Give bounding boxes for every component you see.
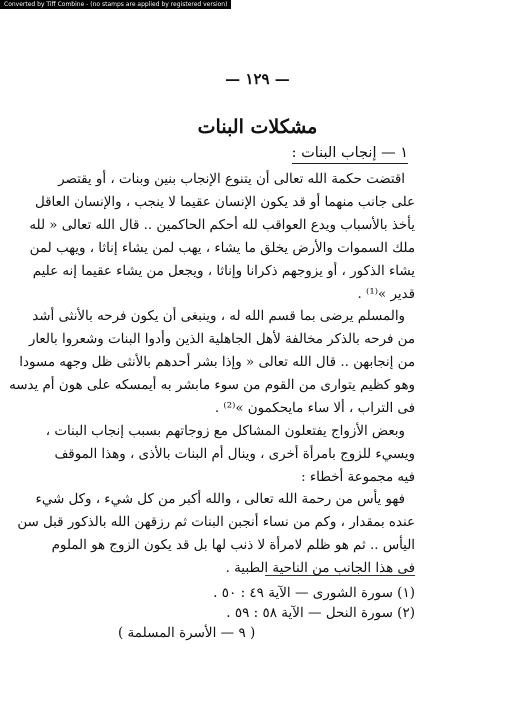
text-line: من إنجابهن .. قال الله تعالى « وإذا بشر أحدهم بالأنثى ظل وجهه مسودا bbox=[19, 355, 415, 370]
text-line: والمسلم يرضى بما قسم الله له ، وينبغى أن يكون فرحه بالأنثى أشد bbox=[32, 309, 405, 324]
paragraph-2 bbox=[9, 305, 415, 420]
footnote-divider bbox=[265, 575, 415, 576]
text-line: يشاء الذكور ، أو يزوجهم ذكرانا وإناثا ، ويجعل من يشاء عقيما إنه عليم bbox=[32, 264, 415, 279]
footnote-2: (٢) سورة النحل — الآية ٥٨ : ٥٩ . bbox=[226, 605, 415, 621]
text-line: يأخذ بالأسباب ويدع العواقب لله أحكم الحاكمين .. قال الله تعالى « لله bbox=[29, 218, 415, 233]
text-line: وهو كظيم يتوارى من القوم من سوء مابشر به أيمسكه على هون أم يدسه bbox=[9, 378, 415, 393]
page-title: مشكلات البنات bbox=[197, 116, 318, 138]
text-line: فهو يأس من رحمة الله تعالى ، والله أكبر من كل شيء ، وكل شيء bbox=[35, 492, 405, 507]
text-line: اقتضت حكمة الله تعالى أن يتنوع الإنجاب بنين وبنات ، أو يقتصر bbox=[58, 172, 405, 187]
text-line: فى هذا الجانب من الناحية الطبية . bbox=[225, 561, 415, 576]
text-line: فيه مجموعة أخطاء : bbox=[301, 470, 415, 485]
paragraph-1 bbox=[29, 168, 415, 306]
signature-marker: ( ٩ — الأسرة المسلمة ) bbox=[118, 625, 256, 641]
text-line: اليأس .. ثم هو ظلم لامرأة لا ذنب لها بل قد يكون الزوج هو الملوم bbox=[51, 538, 415, 553]
text-line: قدير »⁽¹⁾ . bbox=[357, 287, 415, 302]
page-number: — ١٢٩ — bbox=[225, 70, 290, 88]
paragraph-3 bbox=[45, 420, 415, 489]
footnote-1: (١) سورة الشورى — الآية ٤٩ : ٥٠ . bbox=[213, 585, 415, 601]
text-line: فى التراب ، ألا ساء مايحكمون »⁽²⁾ . bbox=[214, 401, 415, 416]
text-line: عنده بمقدار ، وكم من نساء أنجبن البنات ثم رزقهن الله بالذكور قبل سن bbox=[17, 515, 415, 530]
converter-banner: Converted by Tiff Combine - (no stamps are applied by registered version) bbox=[0, 0, 231, 9]
text-line: ويسيء للزوج بامرأة أخرى ، وينال أم البنات بالأذى ، وهذا الموقف bbox=[54, 447, 415, 462]
text-line: وبعض الأزواج يفتعلون المشاكل مع زوجاتهم بسبب إنجاب البنات ، bbox=[45, 424, 405, 439]
section-heading: ١ — إنجاب البنات : bbox=[292, 145, 408, 164]
text-line: على جانب منهما أو قد يكون الإنسان عقيما لا ينجب ، والإنسان العاقل bbox=[35, 195, 415, 210]
text-line: ملك السموات والأرض يخلق ما يشاء ، يهب لمن يشاء إناثا ، ويهب لمن bbox=[29, 241, 415, 256]
text-line: من فرحه بالذكر مخالفة لأهل الجاهلية الذين وأدوا البنات وشعروا بالعار bbox=[28, 332, 415, 347]
paragraph-4 bbox=[17, 488, 415, 580]
